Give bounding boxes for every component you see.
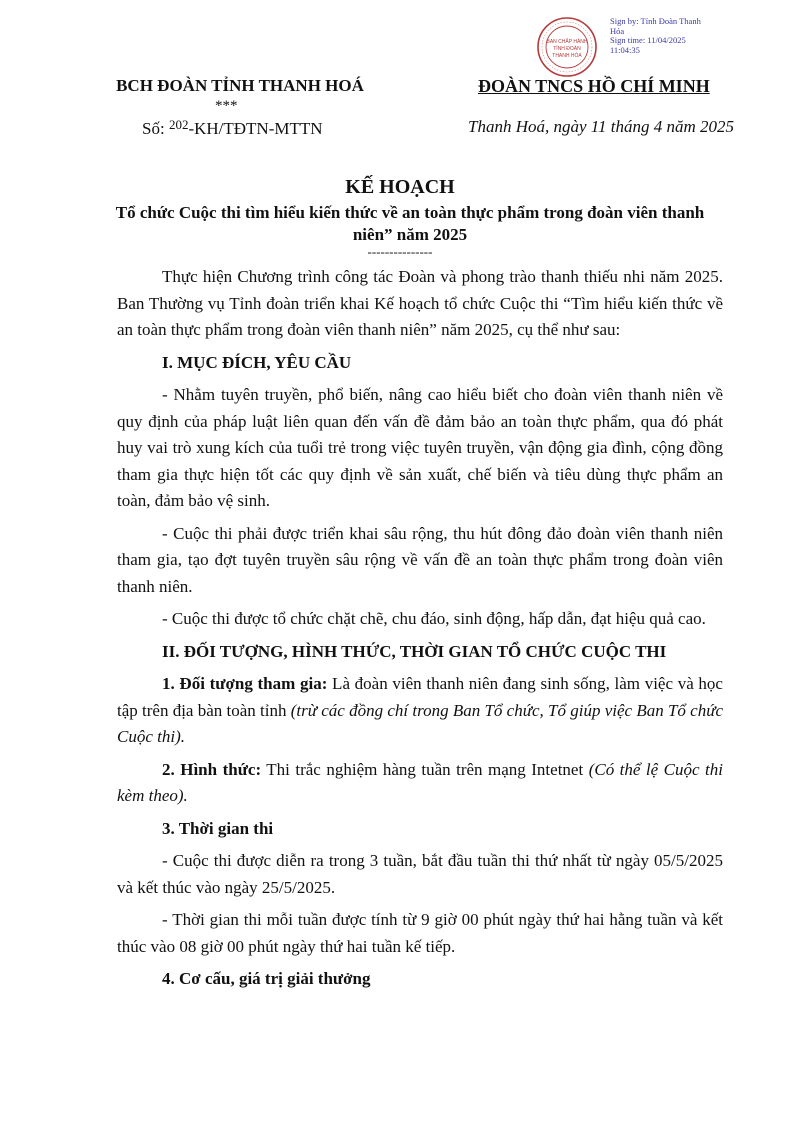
document-body <box>117 264 723 999</box>
svg-text:TỈNH ĐOÀN: TỈNH ĐOÀN <box>553 46 581 52</box>
signature-line-1: Sign by: Tỉnh Đoàn Thanh <box>610 16 701 26</box>
section-2-heading: II. ĐỐI TƯỢNG, HÌNH THỨC, THỜI GIAN TỔ CHỨC CUỘC THI <box>162 641 667 661</box>
official-seal-icon <box>536 16 598 78</box>
time-paragraph-2: - Thời gian thi mỗi tuần được tính từ 9 giờ 00 phút ngày thứ hai hằng tuần và kết thúc vào 08 giờ 00 phút ngày thứ hai tuần kế tiếp. <box>117 910 723 956</box>
number-value: 202 <box>168 117 189 132</box>
parent-organization: ĐOÀN TNCS HỒ CHÍ MINH <box>478 76 710 96</box>
prizes-heading: 4. Cơ cấu, giá trị giải thưởng <box>162 969 371 988</box>
number-suffix: -KH/TĐTN-MTTN <box>188 119 323 138</box>
number-prefix: Số: <box>142 119 165 138</box>
participants-label: 1. Đối tượng tham gia: <box>162 674 328 693</box>
format-note: (Có thể lệ Cuộc thi kèm theo). <box>117 759 723 805</box>
document-title: KẾ HOẠCH <box>345 176 455 198</box>
svg-text:THANH HÓA: THANH HÓA <box>552 53 582 59</box>
section-1-paragraph-2: - Cuộc thi phải được triển khai sâu rộng, thu hút đông đảo đoàn viên thanh niên tham gia, tạo đợt tuyên truyền sâu rộng về vấn đề an toàn thực phẩm trong đoàn viên thanh niên. <box>117 523 723 596</box>
intro-paragraph: Thực hiện Chương trình công tác Đoàn và phong trào thanh thiếu nhi năm 2025. Ban Thường vụ Tỉnh đoàn triển khai Kế hoạch tổ chức Cuộc thi “Tìm hiểu kiến thức về an toàn thực phẩm trong đoàn viên thanh niên” năm 2025, cụ thể như sau: <box>117 267 723 339</box>
issuing-organization: BCH ĐOÀN TỈNH THANH HOÁ <box>116 76 364 95</box>
svg-text:BAN CHẤP HÀNH: BAN CHẤP HÀNH <box>546 39 588 45</box>
signature-line-2: Hóa <box>610 25 625 36</box>
section-1-heading: I. MỤC ĐÍCH, YÊU CẦU <box>162 352 352 372</box>
digital-signature-info <box>610 17 720 55</box>
time-heading: 3. Thời gian thi <box>162 818 274 838</box>
format-paragraph <box>117 757 723 810</box>
participants-note: (trừ các đồng chí trong Ban Tổ chức, Tổ giúp việc Ban Tổ chức Cuộc thi). <box>117 700 724 746</box>
title-divider: --------------- <box>367 244 433 259</box>
header-stars: *** <box>215 98 238 114</box>
section-1-paragraph-1: - Nhằm tuyên truyền, phổ biến, nâng cao hiểu biết cho đoàn viên thanh niên về quy định của pháp luật liên quan đến vấn đề đảm bảo an toàn thực phẩm, qua đó phát huy vai trò xung kích của tuổi trẻ trong việc tuyên truyền, vận động gia đình, cộng đồng tham gia thực hiện tốt các quy định về sản xuất, chế biến và tiêu dùng thực phẩm an toàn, đảm bảo vệ sinh. <box>117 385 723 510</box>
time-paragraph-1: - Cuộc thi được diễn ra trong 3 tuần, bắt đầu tuần thi thứ nhất từ ngày 05/5/2025 và kết thúc vào ngày 25/5/2025. <box>117 851 723 897</box>
participants-paragraph <box>117 671 723 751</box>
format-label: 2. Hình thức: <box>162 759 262 779</box>
participants-text: Là đoàn viên thanh niên đang sinh sống, làm việc và học tập trên địa bàn toàn tỉnh <box>117 674 723 720</box>
place-and-date: Thanh Hoá, ngày 11 tháng 4 năm 2025 <box>468 117 735 136</box>
format-text: Thi trắc nghiệm hàng tuần trên mạng Intetnet <box>261 759 589 779</box>
document-subtitle: Tổ chức Cuộc thi tìm hiểu kiến thức về an toàn thực phẩm trong đoàn viên thanh niên” năm 2025 <box>115 203 705 244</box>
signature-line-3: Sign time: 11/04/2025 <box>610 35 686 45</box>
section-1-paragraph-3: - Cuộc thi được tổ chức chặt chẽ, chu đáo, sinh động, hấp dẫn, đạt hiệu quả cao. <box>162 609 706 628</box>
document-number <box>142 117 323 139</box>
signature-line-4: 11:04:35 <box>610 44 640 55</box>
